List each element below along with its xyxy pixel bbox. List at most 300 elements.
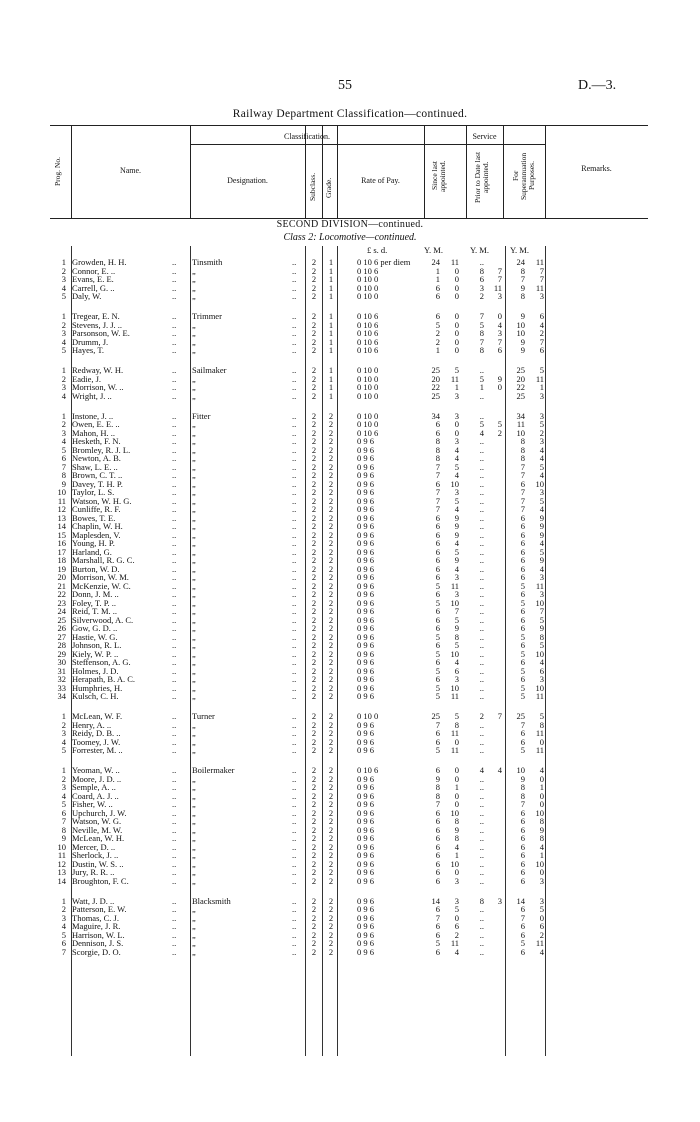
prog-no: 2 xyxy=(61,373,66,384)
rate-of-pay: 0 9 6 xyxy=(357,682,374,693)
leader-dots: .. xyxy=(172,895,177,906)
leader-dots: .. xyxy=(172,614,177,625)
leader-dots: .. xyxy=(172,631,177,642)
super-months: 4 xyxy=(539,841,544,852)
since-months: 9 xyxy=(454,555,459,565)
prog-no: 5 xyxy=(61,345,66,355)
rate-of-pay: 0 9 6 xyxy=(357,816,374,826)
subclass: 2 xyxy=(311,257,317,267)
since-months: 4 xyxy=(454,538,459,548)
prior-years: .. xyxy=(479,875,484,886)
since-years: 2 xyxy=(435,328,440,338)
since-years: 6 xyxy=(435,521,440,531)
grade: 2 xyxy=(328,765,334,775)
subclass: 2 xyxy=(311,833,317,843)
name: Forrester, M. .. xyxy=(72,745,123,755)
grade: 2 xyxy=(328,589,334,599)
grade: 1 xyxy=(328,382,334,392)
rate-of-pay: 0 9 6 xyxy=(357,606,374,616)
rate-of-pay: 0 9 6 xyxy=(357,736,374,747)
rate-of-pay: 0 9 6 xyxy=(357,921,374,931)
document-reference: D.—3. xyxy=(578,78,617,93)
subclass: 2 xyxy=(311,328,317,338)
prior-years: .. xyxy=(479,470,484,480)
leader-dots: .. xyxy=(172,328,177,338)
name: Foley, T. P. .. xyxy=(72,597,117,608)
grade: 2 xyxy=(328,580,334,591)
grade: 2 xyxy=(328,555,334,565)
super-months: 9 xyxy=(539,623,544,633)
since-years: 6 xyxy=(435,824,440,835)
super-months: 4 xyxy=(539,946,544,957)
ditto-mark: „ xyxy=(192,538,196,548)
since-months: 1 xyxy=(454,850,459,860)
prog-no: 5 xyxy=(61,745,66,755)
prior-years: .. xyxy=(479,538,484,548)
since-years: 6 xyxy=(435,478,440,489)
super-months: 4 xyxy=(539,444,544,455)
leader-dots: .. xyxy=(172,470,177,480)
table-row xyxy=(0,877,700,886)
prior-years: .. xyxy=(479,623,484,633)
super-months: 6 xyxy=(539,665,544,676)
super-years: 6 xyxy=(520,867,525,877)
since-years: 6 xyxy=(435,657,440,667)
since-years: 8 xyxy=(435,782,440,792)
prior-years: .. xyxy=(479,790,484,801)
subclass: 2 xyxy=(311,265,317,276)
leader-dots: .. xyxy=(292,657,297,667)
ditto-mark: „ xyxy=(192,799,196,809)
rate-of-pay: 0 9 6 xyxy=(357,546,374,557)
super-months: 10 xyxy=(535,682,544,693)
rate-of-pay: 0 10 6 xyxy=(357,328,379,338)
for-superannuation-heading: For Superannuation Purposes. xyxy=(511,152,536,200)
name: Semple, A. .. xyxy=(72,782,116,792)
ditto-mark: „ xyxy=(192,572,196,582)
since-months: 0 xyxy=(454,282,459,293)
leader-dots: .. xyxy=(172,589,177,599)
remarks-heading: Remarks. xyxy=(581,164,612,173)
prior-years: .. xyxy=(479,824,484,835)
prior-months: 4 xyxy=(497,319,502,330)
prog-no: 11 xyxy=(57,850,66,860)
ditto-mark: „ xyxy=(192,328,196,338)
prior-years: .. xyxy=(479,614,484,625)
leader-dots: .. xyxy=(292,929,297,940)
super-months: 3 xyxy=(539,487,544,497)
ditto-mark: „ xyxy=(192,495,196,506)
super-years: 6 xyxy=(520,640,525,650)
super-years: 6 xyxy=(520,546,525,557)
grade: 2 xyxy=(328,921,334,931)
leader-dots: .. xyxy=(292,912,297,923)
leader-dots: .. xyxy=(172,640,177,650)
since-months: 5 xyxy=(454,546,459,557)
since-months: 4 xyxy=(454,657,459,667)
super-months: 7 xyxy=(539,336,544,347)
leader-dots: .. xyxy=(292,665,297,676)
ditto-mark: „ xyxy=(192,436,196,446)
since-months: 9 xyxy=(454,529,459,540)
prog-no: 30 xyxy=(57,657,66,667)
since-years: 6 xyxy=(435,419,440,429)
leader-dots: .. xyxy=(172,711,177,721)
since-years: 8 xyxy=(435,444,440,455)
subclass: 2 xyxy=(311,665,317,676)
table-header xyxy=(50,125,648,219)
since-months: 10 xyxy=(450,807,459,818)
super-years: 20 xyxy=(516,373,525,384)
prog-no: 6 xyxy=(61,453,66,463)
leader-dots: .. xyxy=(172,765,177,775)
since-months: 11 xyxy=(450,745,459,755)
subclass: 2 xyxy=(311,504,317,514)
leader-dots: .. xyxy=(292,682,297,693)
name: Maguire, J. R. xyxy=(72,921,121,931)
grade: 2 xyxy=(328,436,334,446)
ditto-mark: „ xyxy=(192,921,196,931)
super-months: 0 xyxy=(539,912,544,923)
super-months: 4 xyxy=(539,470,544,480)
name: Maplesden, V. xyxy=(72,529,121,540)
leader-dots: .. xyxy=(172,487,177,497)
super-months: 4 xyxy=(539,563,544,574)
grade: 2 xyxy=(328,529,334,540)
since-months: 5 xyxy=(454,495,459,506)
since-years: 6 xyxy=(435,921,440,931)
leader-dots: .. xyxy=(292,904,297,914)
grade: 1 xyxy=(328,257,334,267)
leader-dots: .. xyxy=(292,427,297,438)
since-months: 11 xyxy=(450,938,459,948)
rate-of-pay: 0 10 0 xyxy=(357,282,379,293)
prior-years: .. xyxy=(479,946,484,957)
leader-dots: .. xyxy=(172,782,177,792)
ditto-mark: „ xyxy=(192,444,196,455)
grade: 2 xyxy=(328,875,334,886)
leader-dots: .. xyxy=(172,563,177,574)
since-months: 4 xyxy=(454,841,459,852)
super-months: 10 xyxy=(535,807,544,818)
ditto-mark: „ xyxy=(192,790,196,801)
grade: 2 xyxy=(328,470,334,480)
subclass: 2 xyxy=(311,606,317,616)
leader-dots: .. xyxy=(292,504,297,514)
leader-dots: .. xyxy=(292,946,297,957)
since-years: 5 xyxy=(435,682,440,693)
leader-dots: .. xyxy=(292,572,297,582)
grade: 2 xyxy=(328,904,334,914)
subclass: 2 xyxy=(311,274,317,284)
grade: 2 xyxy=(328,736,334,747)
prog-no: 3 xyxy=(61,728,66,738)
ditto-mark: „ xyxy=(192,470,196,480)
ditto-mark: „ xyxy=(192,419,196,429)
name: Bromley, R. J. L. xyxy=(72,444,131,455)
super-months: 2 xyxy=(539,427,544,438)
ditto-mark: „ xyxy=(192,657,196,667)
leader-dots: .. xyxy=(172,512,177,523)
name: Cunliffe, R. F. xyxy=(72,504,121,514)
super-months: 7 xyxy=(539,265,544,276)
prior-years: .. xyxy=(479,665,484,676)
name: Morrison, W. .. xyxy=(72,382,124,392)
super-years: 6 xyxy=(520,572,525,582)
grade: 2 xyxy=(328,410,334,421)
since-years: 7 xyxy=(435,470,440,480)
leader-dots: .. xyxy=(292,773,297,784)
prog-no: 13 xyxy=(57,512,66,523)
prior-years: .. xyxy=(479,365,484,375)
since-years: 6 xyxy=(435,674,440,684)
since-years: 6 xyxy=(435,563,440,574)
prog-no: 2 xyxy=(61,319,66,330)
subclass: 2 xyxy=(311,390,317,401)
prog-no: 4 xyxy=(61,790,66,801)
grade: 2 xyxy=(328,648,334,659)
subclass: 2 xyxy=(311,444,317,455)
leader-dots: .. xyxy=(172,719,177,730)
name: Stevens, J. J. .. xyxy=(72,319,123,330)
subclass: 2 xyxy=(311,657,317,667)
subclass: 2 xyxy=(311,736,317,747)
leader-dots: .. xyxy=(172,850,177,860)
rate-of-pay: 0 9 6 xyxy=(357,444,374,455)
since-months: 0 xyxy=(454,736,459,747)
prog-no: 12 xyxy=(57,504,66,514)
leader-dots: .. xyxy=(292,606,297,616)
grade: 2 xyxy=(328,461,334,472)
designation-heading: Designation. xyxy=(227,176,268,185)
leader-dots: .. xyxy=(292,373,297,384)
since-last-appointed-heading: Since last appointed. xyxy=(430,160,447,192)
leader-dots: .. xyxy=(292,858,297,869)
super-years: 6 xyxy=(520,657,525,667)
name: McKenzie, W. C. xyxy=(72,580,131,591)
since-years: 6 xyxy=(435,623,440,633)
prog-no: 20 xyxy=(57,572,66,582)
super-years: 6 xyxy=(520,841,525,852)
leader-dots: .. xyxy=(172,867,177,877)
rate-of-pay: 0 9 6 xyxy=(357,841,374,852)
subclass: 2 xyxy=(311,728,317,738)
ditto-mark: „ xyxy=(192,282,196,293)
grade: 1 xyxy=(328,373,334,384)
prior-months: 5 xyxy=(497,419,502,429)
name: Hesketh, F. N. xyxy=(72,436,121,446)
since-months: 3 xyxy=(454,487,459,497)
subclass: 2 xyxy=(311,336,317,347)
rate-of-pay: 0 10 6 xyxy=(357,336,379,347)
since-years: 6 xyxy=(435,640,440,650)
service-heading: Service xyxy=(472,132,497,141)
leader-dots: .. xyxy=(292,833,297,843)
subclass: 2 xyxy=(311,648,317,659)
prog-no: 6 xyxy=(61,938,66,948)
name: Young, H. P. xyxy=(72,538,115,548)
since-years: 5 xyxy=(435,319,440,330)
since-months: 3 xyxy=(454,390,459,401)
ditto-mark: „ xyxy=(192,867,196,877)
prog-no: 4 xyxy=(61,736,66,747)
super-months: 9 xyxy=(539,555,544,565)
rate-of-pay: 0 9 6 xyxy=(357,875,374,886)
super-years: 6 xyxy=(520,921,525,931)
prior-years: .. xyxy=(479,589,484,599)
rate-of-pay: 0 10 0 xyxy=(357,382,379,392)
ditto-mark: „ xyxy=(192,487,196,497)
leader-dots: .. xyxy=(292,563,297,574)
prior-years: .. xyxy=(479,736,484,747)
ditto-mark: „ xyxy=(192,850,196,860)
ditto-mark: „ xyxy=(192,291,196,301)
prog-no: 13 xyxy=(57,867,66,877)
leader-dots: .. xyxy=(172,807,177,818)
rate-of-pay: 0 9 6 xyxy=(357,461,374,472)
since-months: 0 xyxy=(454,274,459,284)
since-years: 6 xyxy=(435,529,440,540)
super-months: 5 xyxy=(539,614,544,625)
leader-dots: .. xyxy=(292,328,297,338)
prog-no: 21 xyxy=(57,580,66,591)
subclass: 2 xyxy=(311,807,317,818)
leader-dots: .. xyxy=(172,606,177,616)
since-months: 3 xyxy=(454,436,459,446)
prog-no: 1 xyxy=(61,711,66,721)
leader-dots: .. xyxy=(292,691,297,701)
prior-to-date-heading: Prior to Date last appointed. xyxy=(473,151,490,203)
super-months: 3 xyxy=(539,436,544,446)
super-years: 6 xyxy=(520,816,525,826)
super-months: 8 xyxy=(539,816,544,826)
class-heading: Class 2: Locomotive—continued. xyxy=(283,232,417,243)
leader-dots: .. xyxy=(172,419,177,429)
name: Toomey, J. W. xyxy=(72,736,121,747)
subclass: 2 xyxy=(311,365,317,375)
super-months: 8 xyxy=(539,719,544,730)
super-years: 14 xyxy=(516,895,525,906)
prog-no: 4 xyxy=(61,390,66,401)
rate-of-pay: 0 9 6 xyxy=(357,824,374,835)
prog-no: 5 xyxy=(61,929,66,940)
rate-of-pay: 0 9 6 xyxy=(357,563,374,574)
leader-dots: .. xyxy=(172,478,177,489)
prog-no: 14 xyxy=(57,521,66,531)
since-years: 6 xyxy=(435,875,440,886)
table-row xyxy=(0,948,700,957)
since-months: 10 xyxy=(450,858,459,869)
name: Sherlock, J. .. xyxy=(72,850,119,860)
leader-dots: .. xyxy=(292,719,297,730)
super-months: 3 xyxy=(539,589,544,599)
since-months: 4 xyxy=(454,946,459,957)
prog-no: 7 xyxy=(61,816,66,826)
super-months: 9 xyxy=(539,521,544,531)
rate-of-pay: 0 9 6 xyxy=(357,773,374,784)
subclass: 2 xyxy=(311,904,317,914)
since-years: 5 xyxy=(435,665,440,676)
prior-units: Y. M. xyxy=(470,245,489,255)
since-months: 9 xyxy=(454,512,459,523)
rate-of-pay: 0 10 6 per diem xyxy=(357,257,411,267)
leader-dots: .. xyxy=(172,682,177,693)
prior-months: 0 xyxy=(497,382,502,392)
rate-of-pay: 0 9 6 xyxy=(357,895,374,906)
since-years: 6 xyxy=(435,765,440,775)
prior-months: 2 xyxy=(497,427,502,438)
rate-of-pay: 0 9 6 xyxy=(357,691,374,701)
name: Connor, E. .. xyxy=(72,265,116,276)
leader-dots: .. xyxy=(292,265,297,276)
prog-no: 7 xyxy=(61,461,66,472)
prog-no: 8 xyxy=(61,470,66,480)
since-years: 7 xyxy=(435,504,440,514)
grade: 2 xyxy=(328,538,334,548)
leader-dots: .. xyxy=(292,674,297,684)
prog-no: 7 xyxy=(61,946,66,957)
rate-of-pay: 0 9 6 xyxy=(357,745,374,755)
grade: 2 xyxy=(328,546,334,557)
prog-no: 2 xyxy=(61,719,66,730)
prog-no: 1 xyxy=(61,311,66,321)
since-months: 5 xyxy=(454,365,459,375)
prior-years: .. xyxy=(479,938,484,948)
prior-years: .. xyxy=(479,657,484,667)
rate-of-pay: 0 9 6 xyxy=(357,495,374,506)
rate-of-pay: 0 9 6 xyxy=(357,850,374,860)
subclass: 2 xyxy=(311,773,317,784)
ditto-mark: „ xyxy=(192,875,196,886)
rate-of-pay: 0 9 6 xyxy=(357,728,374,738)
super-years: 6 xyxy=(520,929,525,940)
prior-years: 2 xyxy=(479,711,484,721)
name: Harrison, W. L. xyxy=(72,929,125,940)
rate-of-pay: 0 9 6 xyxy=(357,478,374,489)
leader-dots: .. xyxy=(292,807,297,818)
prior-years: 7 xyxy=(479,336,484,347)
prior-years: 6 xyxy=(479,274,484,284)
name: Patterson, E. W. xyxy=(72,904,127,914)
subclass: 2 xyxy=(311,478,317,489)
name: Kulsch, C. H. xyxy=(72,691,119,701)
super-years: 5 xyxy=(520,597,525,608)
prog-no: 9 xyxy=(61,478,66,489)
since-years: 7 xyxy=(435,461,440,472)
since-months: 4 xyxy=(454,504,459,514)
prior-years: .. xyxy=(479,691,484,701)
leader-dots: .. xyxy=(172,946,177,957)
designation: Tinsmith xyxy=(192,257,223,267)
name: Henry, A. .. xyxy=(72,719,112,730)
prior-years: 4 xyxy=(479,765,484,775)
grade: 2 xyxy=(328,782,334,792)
prior-years: .. xyxy=(479,512,484,523)
leader-dots: .. xyxy=(292,410,297,421)
super-months: 5 xyxy=(539,365,544,375)
super-months: 11 xyxy=(535,691,544,701)
leader-dots: .. xyxy=(292,728,297,738)
super-years: 7 xyxy=(520,799,525,809)
leader-dots: .. xyxy=(292,444,297,455)
prior-years: .. xyxy=(479,858,484,869)
prog-no: 27 xyxy=(57,631,66,642)
pay-units: £ s. d. xyxy=(367,245,388,255)
rate-of-pay: 0 9 6 xyxy=(357,555,374,565)
rate-of-pay: 0 9 6 xyxy=(357,631,374,642)
rate-of-pay: 0 9 6 xyxy=(357,858,374,869)
leader-dots: .. xyxy=(172,597,177,608)
